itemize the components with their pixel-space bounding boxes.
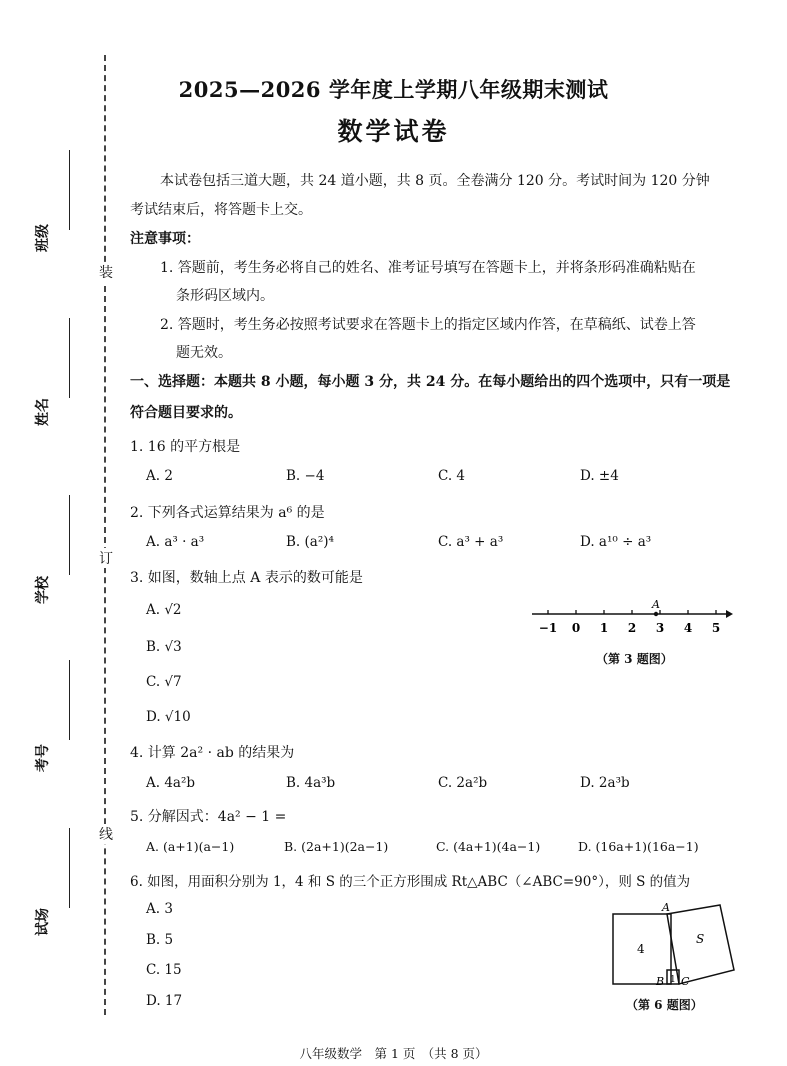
q5-option-b[interactable]: B. (2a+1)(2a−1) xyxy=(284,839,389,854)
number-line-tick-label: 0 xyxy=(571,621,581,635)
q6-squares-figure xyxy=(606,898,756,990)
number-line-tick-label: 1 xyxy=(599,621,609,635)
name-blank-line[interactable] xyxy=(69,318,70,398)
q4-option-c[interactable]: C. 2a²b xyxy=(438,775,488,791)
q6-stem: 6. 如图，用面积分别为 1，4 和 S 的三个正方形围成 Rt△ABC（∠ABC=90°），则 S 的值为 xyxy=(130,874,691,890)
q1-stem: 1. 16 的平方根是 xyxy=(130,439,241,455)
q5-stem: 5. 分解因式：4a² − 1 = xyxy=(130,809,287,825)
class-label: 班级 xyxy=(35,224,51,252)
square-s-label: S xyxy=(696,932,705,946)
point-a-label: A xyxy=(652,598,660,611)
exam-subtitle: 数学试卷 xyxy=(337,117,450,146)
binding-mark-ding: 订 xyxy=(99,548,113,568)
square-4-label: 4 xyxy=(637,942,645,956)
q1-option-a[interactable]: A. 2 xyxy=(146,468,173,484)
vertex-c-label: C xyxy=(681,975,690,988)
q3-figure-caption: （第 3 题图） xyxy=(596,652,673,666)
exam-room-blank-line[interactable] xyxy=(69,828,70,908)
number-line-tick-label: 3 xyxy=(655,621,665,635)
school-blank-line[interactable] xyxy=(69,495,70,575)
number-line-tick-label: 5 xyxy=(711,621,721,635)
notice-1a: 1. 答题前，考生务必将自己的姓名、准考证号填写在答题卡上，并将条形码准确粘贴在 xyxy=(160,260,696,276)
number-line-tick-label: 2 xyxy=(627,621,637,635)
square-1-label: 1 xyxy=(670,975,676,985)
q4-option-a[interactable]: A. 4a²b xyxy=(146,775,196,791)
number-line-tick-label: −1 xyxy=(538,621,558,635)
intro-line-2: 考试结束后，将答题卡上交。 xyxy=(130,202,312,218)
q4-option-d[interactable]: D. 2a³b xyxy=(580,775,630,791)
q3-stem: 3. 如图，数轴上点 A 表示的数可能是 xyxy=(130,570,363,586)
exam-subtitle-wrap xyxy=(0,112,787,148)
section-1-heading-cont: 符合题目要求的。 xyxy=(130,405,242,421)
section-1-heading: 一、选择题：本题共 8 小题，每小题 3 分，共 24 分。在每小题给出的四个选项中，只有一项是 xyxy=(130,374,731,390)
q4-stem: 4. 计算 2a² · ab 的结果为 xyxy=(130,745,295,761)
number-line-arrow xyxy=(726,610,733,618)
binding-dashed-line xyxy=(104,55,106,1015)
q3-option-d[interactable]: D. √10 xyxy=(146,709,191,725)
class-blank-line[interactable] xyxy=(69,150,70,230)
q5-option-d[interactable]: D. (16a+1)(16a−1) xyxy=(578,839,699,854)
exam-room-label: 试场 xyxy=(35,908,51,936)
intro-line-1: 本试卷包括三道大题，共 24 道小题，共 8 页。全卷满分 120 分。考试时间为 120 分钟 xyxy=(160,173,710,189)
q1-option-d[interactable]: D. ±4 xyxy=(580,468,619,484)
notice-2b: 题无效。 xyxy=(176,345,232,361)
school-label: 学校 xyxy=(35,576,51,604)
vertex-a-label: A xyxy=(662,901,670,914)
binding-mark-zhuang: 装 xyxy=(99,262,113,282)
q3-number-line xyxy=(528,594,738,640)
notice-1b: 条形码区域内。 xyxy=(176,288,274,304)
exam-number-label: 考号 xyxy=(35,744,51,772)
binding-mark-xian: 线 xyxy=(99,824,113,844)
q5-option-a[interactable]: A. (a+1)(a−1) xyxy=(146,839,235,854)
exam-title-wrap xyxy=(0,74,787,104)
vertex-b-label: B xyxy=(656,975,665,988)
number-line-tick-label: 4 xyxy=(683,621,693,635)
q2-option-d[interactable]: D. a¹⁰ ÷ a³ xyxy=(580,534,652,550)
q2-stem: 2. 下列各式运算结果为 a⁶ 的是 xyxy=(130,505,325,521)
q6-option-c[interactable]: C. 15 xyxy=(146,962,182,978)
q4-option-b[interactable]: B. 4a³b xyxy=(286,775,336,791)
notice-2a: 2. 答题时，考生务必按照考试要求在答题卡上的指定区域内作答，在草稿纸、试卷上答 xyxy=(160,317,696,333)
q3-option-b[interactable]: B. √3 xyxy=(146,639,182,655)
q2-option-c[interactable]: C. a³ + a³ xyxy=(438,534,504,550)
q6-option-d[interactable]: D. 17 xyxy=(146,993,183,1009)
q2-option-b[interactable]: B. (a²)⁴ xyxy=(286,534,334,550)
q3-option-a[interactable]: A. √2 xyxy=(146,602,182,618)
notice-title: 注意事项： xyxy=(130,231,200,247)
point-a-dot xyxy=(654,612,658,616)
q1-option-b[interactable]: B. −4 xyxy=(286,468,325,484)
exam-number-blank-line[interactable] xyxy=(69,660,70,740)
q2-option-a[interactable]: A. a³ · a³ xyxy=(146,534,205,550)
q1-option-c[interactable]: C. 4 xyxy=(438,468,466,484)
name-label: 姓名 xyxy=(35,398,51,426)
q3-option-c[interactable]: C. √7 xyxy=(146,674,182,690)
q5-option-c[interactable]: C. (4a+1)(4a−1) xyxy=(436,839,541,854)
q6-option-a[interactable]: A. 3 xyxy=(146,901,173,917)
exam-title: 2025—2026 学年度上学期八年级期末测试 xyxy=(178,77,609,102)
page-footer: 八年级数学 第 1 页 （共 8 页） xyxy=(299,1046,488,1061)
q6-figure-caption: （第 6 题图） xyxy=(626,998,703,1012)
q6-option-b[interactable]: B. 5 xyxy=(146,932,174,948)
